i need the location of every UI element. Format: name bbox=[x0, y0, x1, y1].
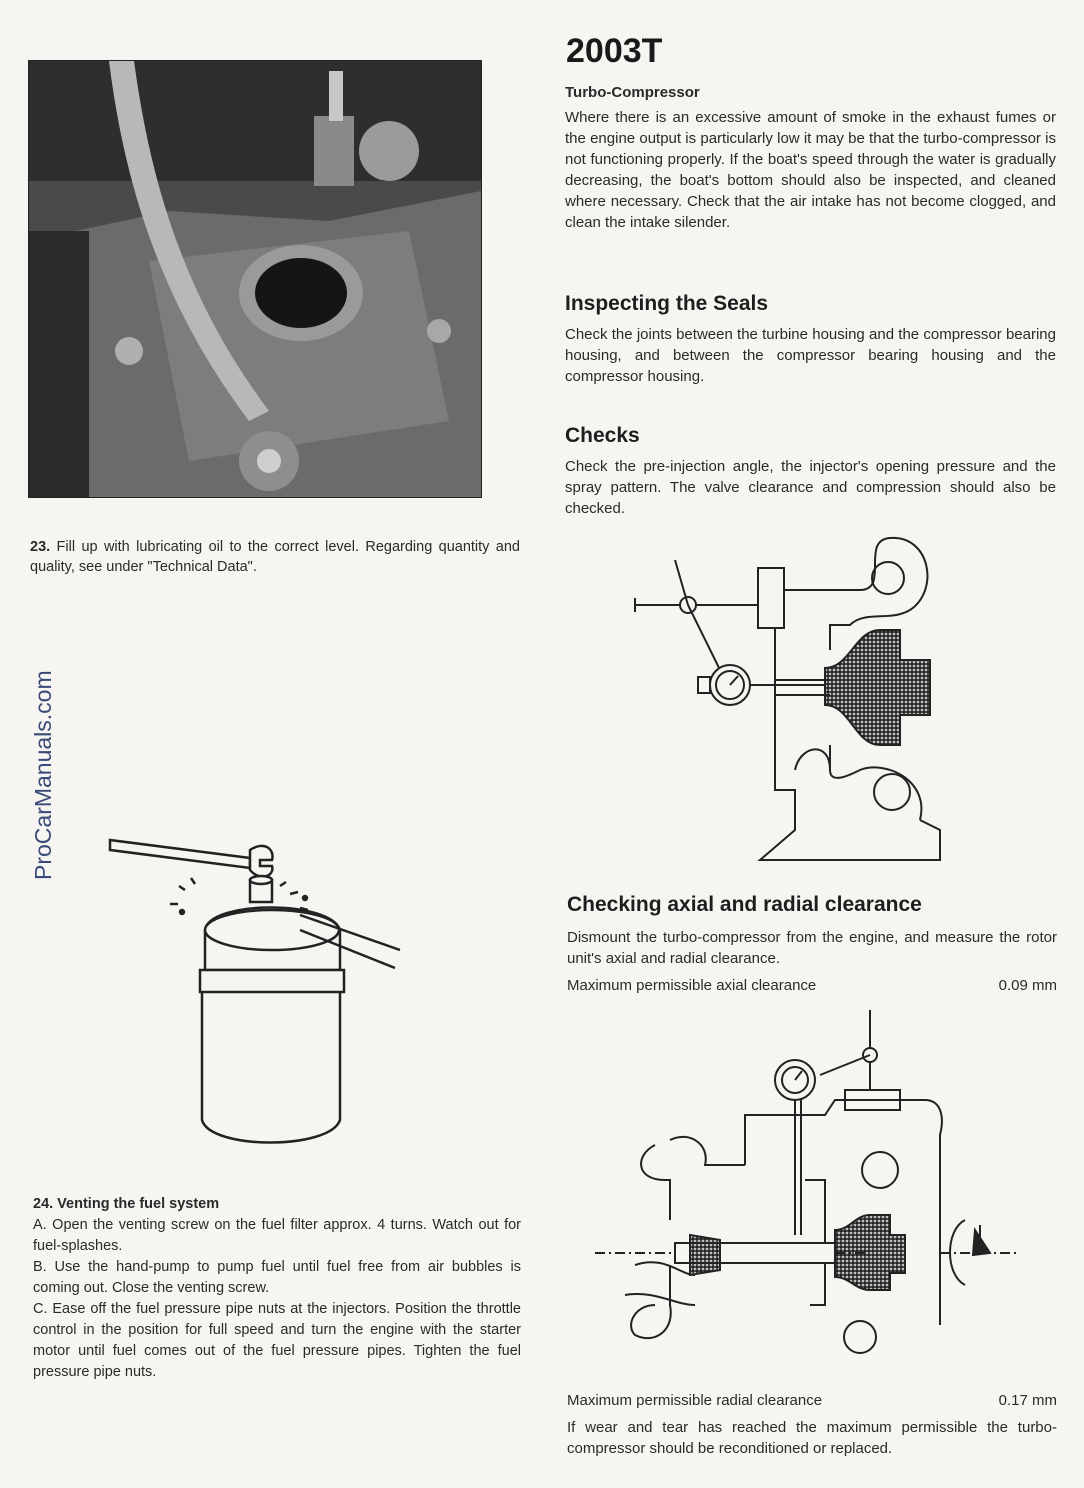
step-23-caption bbox=[30, 537, 520, 577]
step-23-text: Fill up with lubricating oil to the correct level. Regarding quantity and quality, see under "Technical Data". bbox=[30, 539, 520, 575]
turbo-section bbox=[565, 84, 1056, 233]
clearance-heading: Checking axial and radial clearance bbox=[567, 893, 922, 916]
axial-clearance-value: 0.09 mm bbox=[998, 977, 1057, 994]
axial-clearance-row bbox=[567, 977, 1057, 994]
step-24-title: 24. Venting the fuel system bbox=[33, 1196, 220, 1212]
clearance-text: Dismount the turbo-compressor from the engine, and measure the rotor unit's axial and radial clearance. bbox=[567, 929, 1057, 967]
engine-photo-drawing bbox=[29, 61, 481, 497]
seals-heading: Inspecting the Seals bbox=[565, 292, 769, 315]
checks-text: Check the pre-injection angle, the injector's opening pressure and the spray pattern. The valve clearance and compression should also be checked. bbox=[565, 458, 1056, 517]
seals-text: Check the joints between the turbine housing and the compressor bearing housing, and between the compressor bearing housing and the compressor housing. bbox=[565, 326, 1056, 385]
page-title: 2003T bbox=[566, 32, 663, 70]
checks-section bbox=[565, 424, 1056, 519]
turbo-heading: Turbo-Compressor bbox=[565, 84, 700, 101]
step-24-c: C. Ease off the fuel pressure pipe nuts at the injectors. Position the throttle control in the position for full speed and turn the engine with the starter motor until fuel comes out of the fuel pressure pipes. Tighten the fuel pressure pipe nuts. bbox=[33, 1301, 521, 1380]
watermark: ProCarManuals.com bbox=[30, 670, 56, 880]
turbo-text: Where there is an excessive amount of smoke in the exhaust fumes or the engine output is particularly low it may be that the turbo-compressor is not functioning properly. If the boat's speed through the water is gradually decreasing, the boat's bottom should also be inspected, and cleaned where necessary. Check that the air intake has not become clogged, and clean the intake silender. bbox=[565, 109, 1056, 231]
final-text: If wear and tear has reached the maximum permissible the turbo-compressor should be reconditioned or replaced. bbox=[567, 1419, 1057, 1457]
turbo-seal-diagram bbox=[630, 530, 950, 875]
radial-section bbox=[567, 1392, 1057, 1459]
checks-heading: Checks bbox=[565, 424, 640, 447]
radial-clearance-row bbox=[567, 1392, 1057, 1409]
axial-clearance-label: Maximum permissible axial clearance bbox=[567, 977, 817, 994]
turbo-clearance-diagram bbox=[595, 1005, 1025, 1380]
radial-clearance-value: 0.17 mm bbox=[998, 1392, 1057, 1409]
fuel-filter-illustration bbox=[100, 820, 420, 1150]
engine-photo bbox=[28, 60, 482, 498]
step-24-b: B. Use the hand-pump to pump fuel until fuel free from air bubbles is coming out. Close the venting screw. bbox=[33, 1259, 521, 1296]
step-23-number: 23. bbox=[30, 539, 51, 555]
radial-clearance-label: Maximum permissible radial clearance bbox=[567, 1392, 823, 1409]
step-24-a: A. Open the venting screw on the fuel filter approx. 4 turns. Watch out for fuel-splashes. bbox=[33, 1217, 521, 1254]
seals-section bbox=[565, 292, 1056, 387]
clearance-section bbox=[567, 893, 1057, 994]
step-24-block bbox=[33, 1194, 521, 1383]
